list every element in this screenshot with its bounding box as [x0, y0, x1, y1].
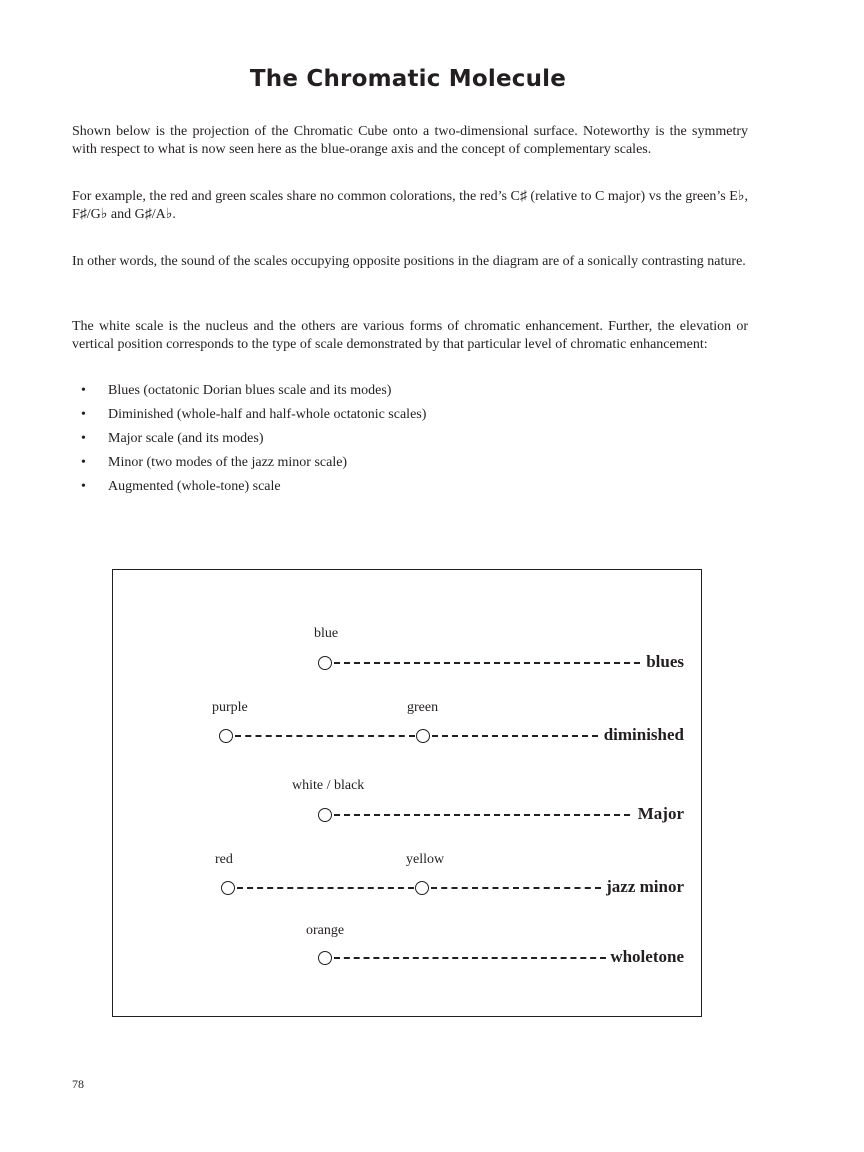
page-title: The Chromatic Molecule — [249, 66, 567, 92]
list-item-text: Augmented (whole-tone) scale — [108, 479, 281, 494]
chromatic-molecule-diagram — [112, 569, 702, 1017]
paragraph-example: For example, the red and green scales share no common colorations, the red’s C♯ (relative to C major) vs the green’s E♭, F♯/G♭ and G♯/A♭. — [72, 189, 748, 222]
connector-line — [235, 735, 415, 737]
level-label-wholetone: wholetone — [610, 947, 684, 966]
node-red-circle-icon — [221, 881, 235, 895]
label-white-black: white / black — [292, 778, 365, 793]
list-item-text: Blues (octatonic Dorian blues scale and its modes) — [108, 383, 392, 398]
label-orange: orange — [306, 923, 345, 938]
connector-line — [334, 662, 640, 664]
connector-line — [237, 887, 414, 889]
scale-type-list — [78, 382, 426, 502]
list-item-text: Major scale (and its modes) — [108, 431, 264, 446]
connector-line — [431, 887, 601, 889]
level-label-jazz-minor: jazz minor — [606, 877, 684, 896]
paragraph-projection: Shown below is the projection of the Chromatic Cube onto a two-dimensional surface. Noteworthy is the symmetry with respect to what is now seen here as the blue-orange axis and the concept of complementary scales. — [72, 124, 748, 157]
bullet-icon: • — [81, 407, 86, 422]
node-purple-circle-icon — [219, 729, 233, 743]
level-label-diminished: diminished — [603, 725, 684, 744]
label-red: red — [215, 852, 233, 867]
level-label-blues: blues — [646, 652, 684, 671]
list-item-text: Diminished (whole-half and half-whole octatonic scales) — [108, 407, 427, 422]
label-blue: blue — [314, 626, 339, 641]
bullet-icon: • — [81, 479, 86, 494]
list-item — [78, 430, 426, 454]
list-item — [78, 382, 426, 406]
level-label-major: Major — [637, 804, 684, 823]
node-orange-circle-icon — [318, 951, 332, 965]
paragraph-nucleus: The white scale is the nucleus and the others are various forms of chromatic enhancement. Further, the elevation or vertical position corresponds to the type of scale demonstrated by that particular level of chromatic enhancement: — [72, 319, 748, 352]
bullet-icon: • — [81, 455, 86, 470]
list-item — [78, 454, 426, 478]
list-item — [78, 406, 426, 430]
list-item — [78, 478, 426, 502]
bullet-icon: • — [81, 431, 86, 446]
node-blue-circle-icon — [318, 656, 332, 670]
paragraph-other-words: In other words, the sound of the scales occupying opposite positions in the diagram are of a sonically contrasting nature. — [72, 254, 746, 269]
page-number: 78 — [72, 1077, 84, 1091]
node-yellow-circle-icon — [415, 881, 429, 895]
node-green-circle-icon — [416, 729, 430, 743]
label-yellow: yellow — [406, 852, 445, 867]
connector-line — [432, 735, 598, 737]
label-purple: purple — [212, 700, 248, 715]
bullet-icon: • — [81, 383, 86, 398]
node-white-black-circle-icon — [318, 808, 332, 822]
label-green: green — [407, 700, 439, 715]
list-item-text: Minor (two modes of the jazz minor scale) — [108, 455, 348, 470]
connector-line — [334, 814, 630, 816]
connector-line — [334, 957, 606, 959]
